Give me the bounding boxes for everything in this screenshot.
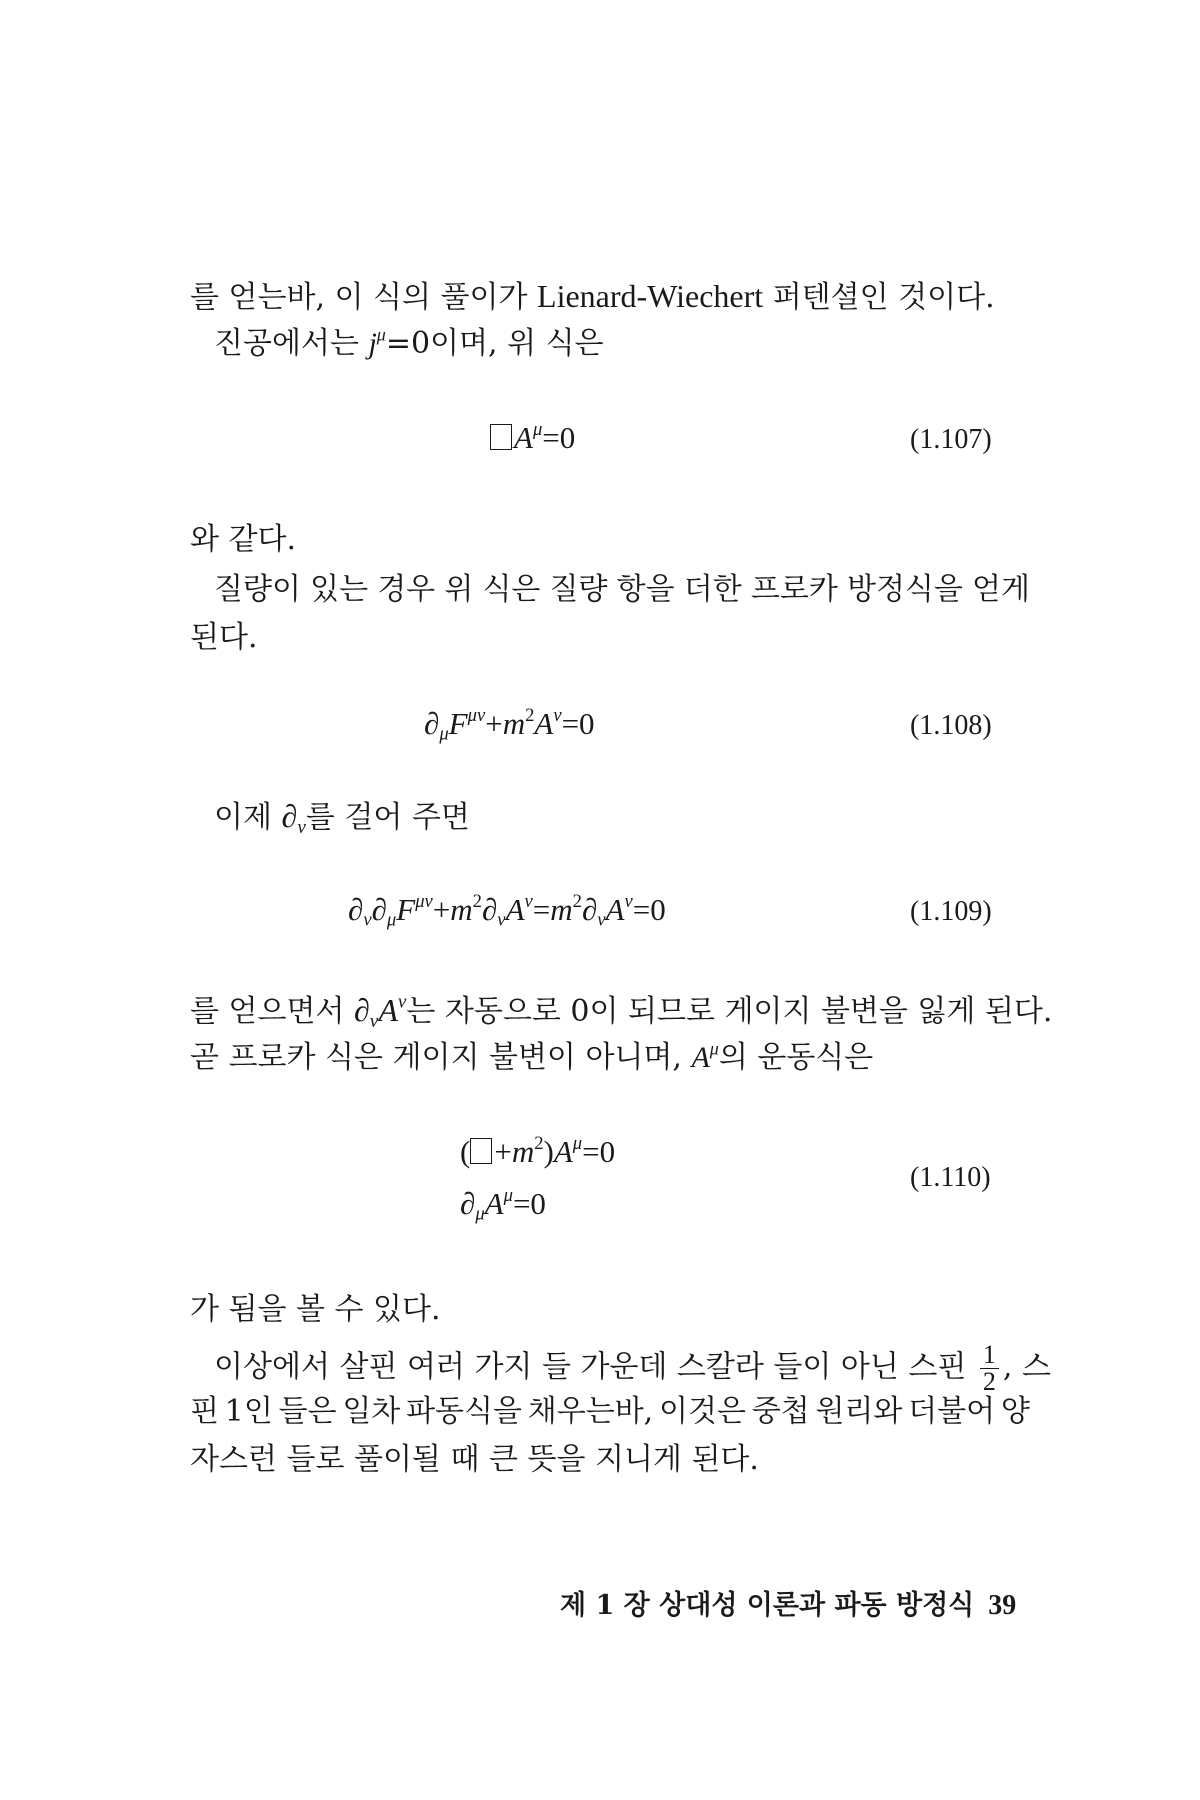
text-segment: 를 얻는바, 이 식의 풀이가 — [190, 280, 538, 315]
equation-1-110-line-1: ( $+m^2)A^\mu=0$ — [460, 1132, 616, 1169]
math-j-mu: $j^\mu$ — [368, 324, 386, 360]
dalembertian-box-icon — [490, 424, 512, 450]
equation-number-1-109: (1.109) — [910, 896, 992, 927]
word: 있는 — [310, 572, 369, 607]
fraction-numerator: 1 — [980, 1342, 999, 1369]
word: 식은 — [482, 572, 541, 607]
word: 파동식을 — [406, 1394, 522, 1429]
math-a-mu: $A^\mu$ — [691, 1038, 719, 1074]
text-segment: 이상에서 살핀 여러 가지 들 가운데 스칼라 들이 아닌 스핀 — [214, 1349, 976, 1385]
word: 경우 — [377, 572, 436, 607]
text-segment: 퍼텐셜인 것이다. — [763, 280, 995, 315]
word: 핀 — [190, 1394, 219, 1429]
text-line-5: 된다. — [190, 620, 258, 655]
text-segment: 진공에서는 — [214, 326, 369, 361]
equation-number-1-110: (1.110) — [910, 1162, 991, 1193]
word: 원리와 — [815, 1394, 903, 1429]
word: 더불어 — [908, 1394, 996, 1429]
equation-1-110-line-2: $\partial_\mu A^\mu=0$ — [460, 1184, 546, 1225]
word: 질량이 — [214, 572, 301, 607]
text-segment: 곧 프로카 식은 게이지 불변이 아니며, — [190, 1040, 692, 1075]
text-line-9: 가 됨을 볼 수 있다. — [190, 1292, 441, 1327]
word: 중첩 — [751, 1394, 810, 1429]
math-partial-nu: $\partial_\nu$ — [281, 798, 306, 838]
text-segment: 이제 — [214, 800, 282, 835]
text-segment: , 스 — [1002, 1349, 1051, 1385]
text-line-1 — [190, 276, 995, 318]
text-segment: 를 걸어 주면 — [305, 800, 470, 835]
text-line-3: 와 같다. — [190, 522, 297, 557]
equation-1-108: $\partial_\mu F^{\mu\nu}+m^2A^\nu=0$ — [424, 704, 595, 745]
word: 질량 — [549, 572, 608, 607]
latin-term: Lienard-Wiechert — [537, 278, 764, 314]
equation-1-107: $A^\mu=0$ — [490, 418, 575, 458]
text-line-7 — [190, 990, 1052, 1032]
word: 1인 — [224, 1394, 273, 1429]
text-line-4 — [214, 570, 1030, 610]
text-line-8 — [190, 1038, 873, 1078]
text-line-11 — [190, 1392, 1030, 1432]
word: 일차 — [342, 1394, 401, 1429]
word: 위 — [444, 572, 474, 607]
text-segment: =0이며, 위 식은 — [385, 326, 604, 361]
page-number: 39 — [988, 1590, 1017, 1621]
text-line-6 — [214, 796, 470, 838]
word: 프로카 — [750, 572, 838, 607]
fraction-one-half — [980, 1342, 999, 1395]
equation-number-1-107: (1.107) — [910, 424, 992, 455]
text-segment: 의 운동식은 — [718, 1040, 874, 1075]
chapter-title: 제 1 장 상대성 이론과 파동 방정식 — [560, 1590, 975, 1621]
text-line-12: 자스런 들로 풀이될 때 큰 뜻을 지니게 된다. — [190, 1442, 759, 1477]
word: 얻게 — [972, 572, 1030, 607]
word: 채우는바, — [527, 1394, 654, 1429]
equation-number-1-108: (1.108) — [910, 710, 992, 741]
text-segment: 를 얻으면서 — [190, 994, 354, 1029]
word: 항을 — [616, 572, 675, 607]
equation-1-109: $\partial_\nu\partial_\mu F^{\mu\nu}+m^2\partial_\nu A^\nu=m^2\partial_\nu A^\nu=0$ — [348, 890, 666, 931]
math-partial-a-nu: $\partial_\nu A^\nu$ — [353, 991, 407, 1032]
word: 방정식을 — [846, 572, 963, 607]
word: 더한 — [683, 572, 742, 607]
word: 양 — [1000, 1394, 1030, 1429]
fraction-denominator: 2 — [982, 1367, 996, 1396]
word: 들은 — [278, 1394, 337, 1429]
text-segment: 는 자동으로 0이 되므로 게이지 불변을 잃게 된다. — [406, 994, 1053, 1029]
running-footer — [560, 1588, 1016, 1624]
word: 이것은 — [658, 1394, 746, 1429]
text-line-10 — [214, 1342, 1051, 1395]
dalembertian-box-icon — [470, 1138, 492, 1164]
text-line-2 — [214, 324, 604, 364]
